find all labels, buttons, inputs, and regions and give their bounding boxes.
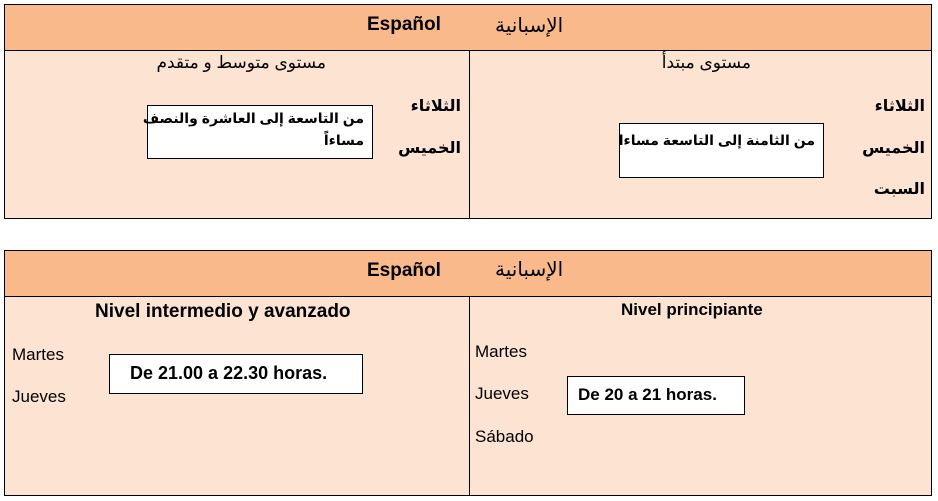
arabic-schedule-table [4, 4, 932, 219]
beginner-level-title: مستوى مبتدأ [661, 53, 751, 72]
header-language-arabic: الإسبانية [495, 15, 564, 37]
intermediate-level-title: مستوى متوسط و متقدم [156, 53, 326, 72]
table-header [5, 5, 931, 51]
intermediate-level-title: Nivel intermedio y avanzado [95, 301, 351, 322]
beginner-time-box [567, 376, 745, 415]
spanish-schedule-table [4, 250, 932, 496]
beginner-day-2: الخميس [862, 140, 925, 157]
beginner-day-1: الثلاثاء [874, 98, 925, 115]
beginner-time-text: من الثامنة إلى التاسعة مساءا [618, 132, 815, 148]
intermediate-time-text: De 21.00 a 22.30 horas. [130, 363, 328, 383]
beginner-day-2: Jueves [475, 384, 529, 403]
table-body [5, 297, 931, 495]
intermediate-day-2: Jueves [12, 387, 66, 406]
intermediate-day-1: Martes [12, 345, 64, 364]
beginner-day-1: Martes [475, 342, 527, 361]
intermediate-time-box [142, 105, 373, 159]
column-divider [469, 51, 470, 218]
beginner-level-title: Nivel principiante [621, 300, 763, 319]
beginner-time-box [619, 123, 824, 178]
beginner-day-3: السبت [873, 181, 925, 198]
beginner-time-text: De 20 a 21 horas. [578, 385, 717, 404]
intermediate-time-line-2: مساءاً [323, 132, 364, 148]
column-divider [469, 297, 470, 495]
intermediate-time-box [109, 354, 363, 394]
beginner-day-3: Sábado [475, 427, 534, 446]
header-language-arabic: الإسبانية [495, 259, 564, 281]
intermediate-time-line-1: من التاسعة إلى العاشرة والنصف [142, 110, 364, 126]
header-language-latin: Español [367, 14, 441, 35]
table-body [5, 51, 931, 218]
header-language-latin: Español [367, 260, 441, 281]
intermediate-day-2: الخميس [398, 140, 461, 157]
table-header [5, 251, 931, 297]
intermediate-day-1: الثلاثاء [410, 98, 461, 115]
